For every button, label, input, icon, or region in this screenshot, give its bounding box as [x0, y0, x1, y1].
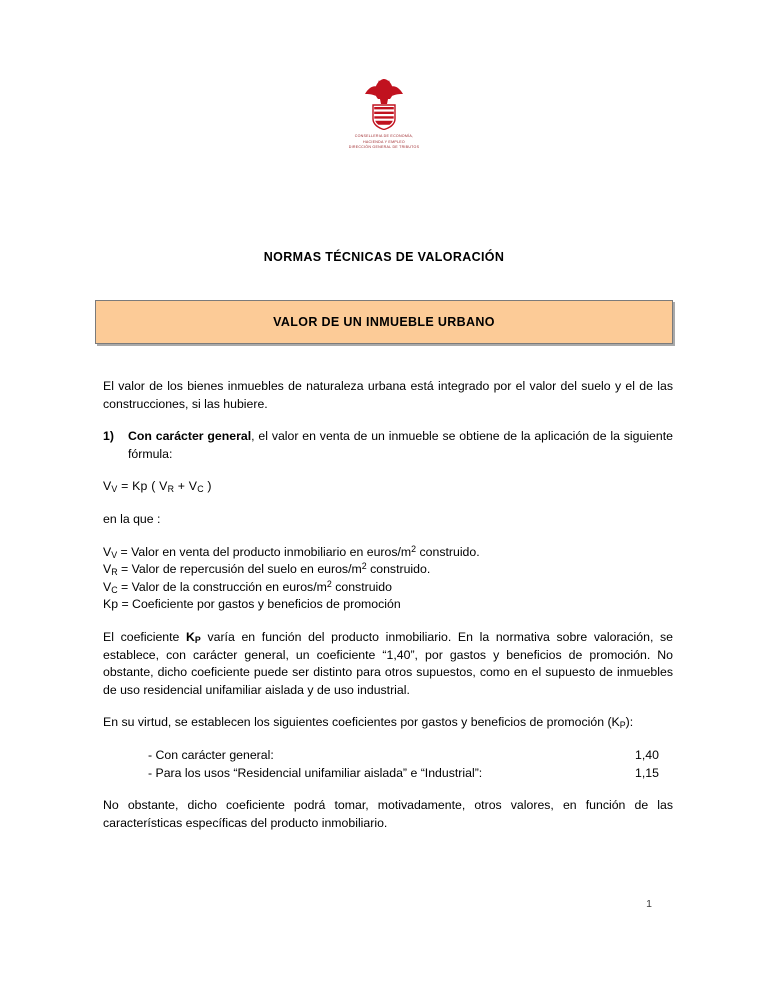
document-body: [103, 378, 673, 832]
definition-vv-text-end: construido.: [416, 544, 480, 559]
formula-lhs-sub: V: [111, 484, 118, 495]
coefficient-label: - Para los usos “Residencial unifamiliar aislada” e “Industrial”:: [148, 765, 483, 780]
formula-plus: +: [177, 479, 186, 494]
formula-term2-sub: C: [197, 484, 204, 495]
kp-symbol-subscript: P: [194, 635, 201, 646]
definition-vc: [103, 579, 673, 597]
definition-vc-superscript: 2: [326, 578, 332, 589]
formula-close-paren: ): [207, 479, 212, 494]
letterhead: [0, 78, 768, 151]
section-banner-label: VALOR DE UN INMUEBLE URBANO: [273, 315, 495, 329]
valuation-formula: [103, 478, 673, 496]
definition-vc-text-end: construido: [331, 579, 392, 594]
letterhead-caption: [349, 134, 419, 151]
page-number: 1: [646, 898, 652, 910]
numbered-item-1: [103, 428, 673, 463]
en-su-virtud-before: En su virtud, se establecen los siguientes coeficientes por gastos y beneficios de promoción (K: [103, 715, 620, 730]
en-su-virtud-after: ):: [625, 715, 634, 730]
coefficient-value: 1,40: [635, 747, 659, 762]
formula-kp: Kp: [132, 479, 148, 494]
coefficient-row: [148, 747, 673, 765]
kp-explanation-paragraph: [103, 629, 673, 699]
definition-vv-text: = Valor en venta del producto inmobiliario en euros/m: [117, 544, 412, 559]
numbered-item-1-rest: , el valor en venta de un inmueble se obtiene de la aplicación de la siguiente fórmula:: [128, 429, 673, 461]
numbered-item-1-number: 1): [103, 429, 114, 444]
definition-vc-text: = Valor de la construcción en euros/m: [117, 579, 327, 594]
generalitat-valenciana-emblem-icon: [361, 78, 407, 130]
coefficient-row: [148, 765, 673, 783]
intro-paragraph: El valor de los bienes inmuebles de naturaleza urbana está integrado por el valor del suelo y el de las construcciones, si las hubiere.: [103, 379, 673, 411]
section-banner: [95, 300, 673, 344]
numbered-item-1-lead: Con carácter general: [128, 429, 252, 444]
definition-vv: [103, 544, 673, 562]
definition-vr-text-end: construido.: [366, 562, 431, 577]
letterhead-caption-line-3: DIRECCIÓN GENERAL DE TRIBUTOS: [348, 145, 420, 150]
definition-vc-symbol: V: [103, 579, 112, 594]
page-title: NORMAS TÉCNICAS DE VALORACIÓN: [263, 250, 505, 264]
kp-explanation-before: El coeficiente: [103, 629, 187, 644]
en-su-virtud-paragraph: [103, 714, 673, 732]
definition-kp-text: = Coeficiente por gastos y beneficios de promoción: [118, 597, 401, 612]
definition-vr-subscript: R: [111, 567, 118, 578]
definition-vv-subscript: V: [111, 549, 118, 560]
definition-vr: [103, 561, 673, 579]
kp-explanation-after: varía en función del producto inmobiliario. En la normativa sobre valoración, se establece, con carácter general, un coeficiente “1,40”, por gastos y beneficios de promoción. No obstante, dicho coeficiente puede ser distinto para otros supuestos, como en el supuesto de inmuebles de uso residencial unifamiliar aislada y de uso industrial.: [103, 629, 673, 697]
coefficient-list: [103, 747, 673, 782]
formula-term1-base: V: [159, 479, 168, 494]
formula-term1-sub: R: [167, 484, 175, 495]
letterhead-caption-line-1: CONSELLERIA DE ECONOMÍA,: [354, 134, 414, 138]
definition-kp-symbol: Kp: [103, 597, 119, 612]
formula-lhs-base: V: [103, 479, 112, 494]
definition-vr-symbol: V: [103, 562, 112, 577]
definition-vr-superscript: 2: [361, 561, 367, 572]
en-su-virtud-subscript: P: [619, 720, 626, 731]
kp-symbol-base: K: [186, 629, 195, 644]
formula-equals: =: [121, 479, 129, 494]
letterhead-caption-line-2: HACIENDA Y EMPLEO: [363, 139, 405, 144]
formula-definitions: [103, 544, 673, 614]
en-la-que-label: en la que :: [103, 511, 161, 526]
definition-vr-text: = Valor de repercusión del suelo en euros/m: [117, 562, 362, 577]
definition-vv-symbol: V: [103, 544, 112, 559]
coefficient-label: - Con carácter general:: [148, 747, 274, 762]
closing-paragraph: No obstante, dicho coeficiente podrá tomar, motivadamente, otros valores, en función de las características específicas del producto inmobiliario.: [103, 798, 673, 830]
definition-vc-subscript: C: [111, 584, 118, 595]
coefficient-value: 1,15: [635, 765, 659, 780]
formula-open-paren: (: [151, 479, 156, 494]
formula-term2-base: V: [188, 479, 198, 494]
definition-kp: [103, 596, 673, 614]
definition-vv-superscript: 2: [411, 543, 417, 554]
numbered-item-1-text: [128, 428, 673, 463]
kp-symbol: [186, 630, 201, 644]
